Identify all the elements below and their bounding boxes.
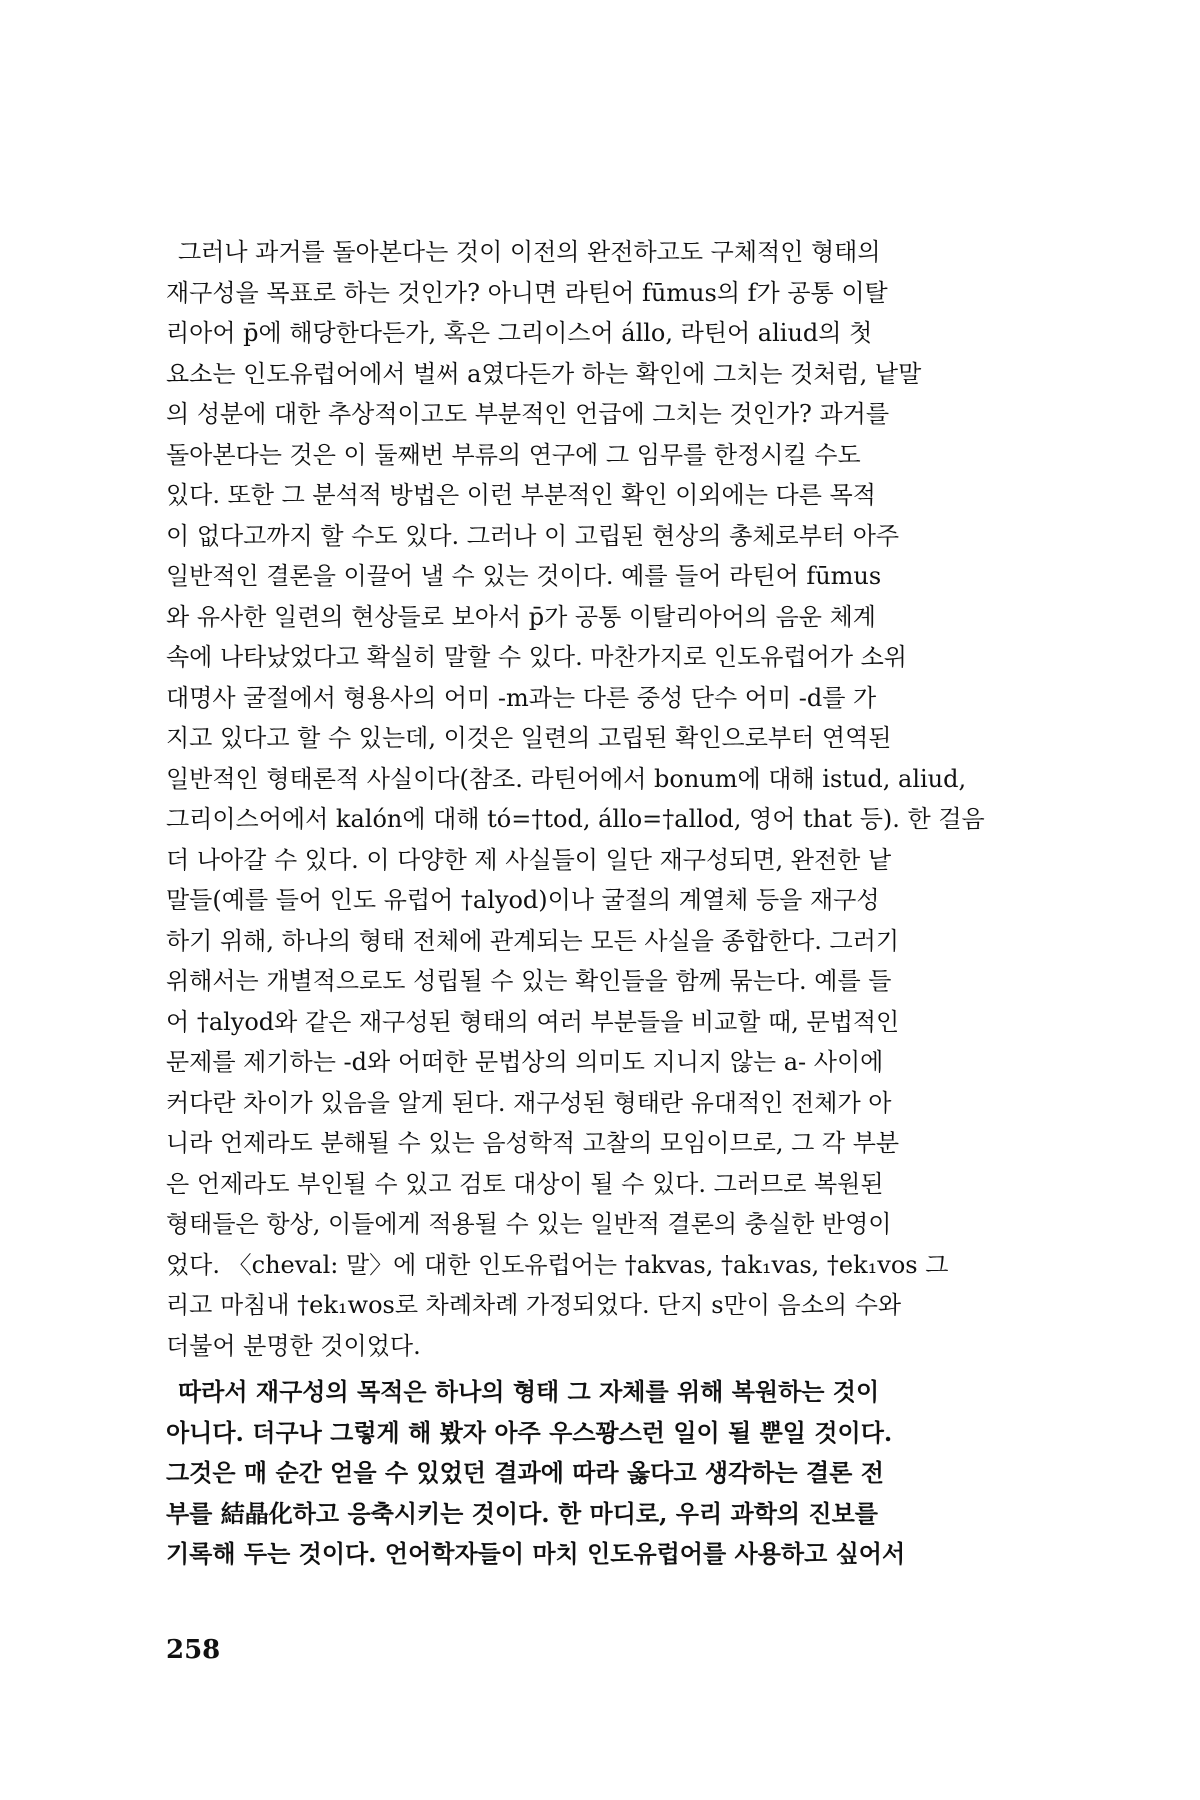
paragraph-1 bbox=[166, 232, 1046, 1366]
text-line: 와 유사한 일련의 현상들로 보아서 p̄가 공통 이탈리아어의 음운 체계 bbox=[166, 602, 876, 631]
text-line: 형태들은 항상, 이들에게 적용될 수 있는 일반적 결론의 충실한 반영이 bbox=[166, 1210, 892, 1238]
text-line: 아니다. 더구나 그렇게 해 봤자 아주 우스꽝스런 일이 될 뿐일 것이다. bbox=[166, 1417, 893, 1447]
text-line: 일반적인 형태론적 사실이다(참조. 라틴어에서 bonum에 대해 istud, aliud, bbox=[166, 764, 967, 793]
text-line: 말들(예를 들어 인도 유럽어 †alyod)이나 굴절의 계열체 등을 재구성 bbox=[166, 886, 880, 914]
page-number: 258 bbox=[166, 1635, 221, 1665]
text-line: 지고 있다고 할 수 있는데, 이것은 일련의 고립된 확인으로부터 연역된 bbox=[166, 724, 892, 752]
text-line: 있다. 또한 그 분석적 방법은 이런 부분적인 확인 이외에는 다른 목적 bbox=[166, 481, 876, 509]
text-line: 그것은 매 순간 얻을 수 있었던 결과에 따라 옳다고 생각하는 결론 전 bbox=[166, 1458, 884, 1487]
text-line: 은 언제라도 부인될 수 있고 검토 대상이 될 수 있다. 그러므로 복원된 bbox=[166, 1169, 884, 1198]
text-line: 재구성을 목표로 하는 것인가? 아니면 라틴어 fūmus의 f가 공통 이탈 bbox=[166, 278, 888, 307]
body-text bbox=[166, 232, 1046, 1575]
text-line: 일반적인 결론을 이끌어 낼 수 있는 것이다. 예를 들어 라틴어 fūmus bbox=[166, 562, 882, 590]
text-line: 하기 위해, 하나의 형태 전체에 관계되는 모든 사실을 종합한다. 그러기 bbox=[166, 926, 900, 955]
text-line: 었다. 〈cheval: 말〉에 대한 인도유럽어는 †akvas, †ak₁vas, †ek₁vos 그 bbox=[166, 1250, 949, 1279]
text-line: 문제를 제기하는 -d와 어떠한 문법상의 의미도 지니지 않는 a- 사이에 bbox=[166, 1048, 884, 1076]
text-line: 그리이스어에서 kalón에 대해 tó=†tod, állo=†allod, 영어 that 등). 한 걸음 bbox=[166, 805, 985, 833]
text-line: 위해서는 개별적으로도 성립될 수 있는 확인들을 함께 묶는다. 예를 들 bbox=[166, 967, 892, 995]
paragraph-2 bbox=[166, 1372, 1046, 1575]
text-line: 커다란 차이가 있음을 알게 된다. 재구성된 형태란 유대적인 전체가 아 bbox=[166, 1088, 892, 1117]
text-line: 더 나아갈 수 있다. 이 다양한 제 사실들이 일단 재구성되면, 완전한 낱 bbox=[166, 845, 892, 874]
text-line: 리고 마침내 †ek₁wos로 차례차례 가정되었다. 단지 s만이 음소의 수와 bbox=[166, 1291, 902, 1319]
text-line: 속에 나타났었다고 확실히 말할 수 있다. 마찬가지로 인도유럽어가 소위 bbox=[166, 643, 907, 671]
text-line: 더불어 분명한 것이었다. bbox=[166, 1331, 421, 1360]
text-line: 니라 언제라도 분해될 수 있는 음성학적 고찰의 모임이므로, 그 각 부분 bbox=[166, 1129, 900, 1157]
text-line: 돌아본다는 것은 이 둘째번 부류의 연구에 그 임무를 한정시킬 수도 bbox=[166, 440, 861, 469]
text-line: 요소는 인도유럽어에서 벌써 a였다든가 하는 확인에 그치는 것처럼, 낱말 bbox=[166, 359, 922, 388]
text-line: 대명사 굴절에서 형용사의 어미 -m과는 다른 중성 단수 어미 -d를 가 bbox=[166, 683, 877, 712]
text-line: 따라서 재구성의 목적은 하나의 형태 그 자체를 위해 복원하는 것이 bbox=[178, 1377, 880, 1406]
text-line: 부를 結晶化하고 응축시키는 것이다. 한 마디로, 우리 과학의 진보를 bbox=[166, 1498, 878, 1528]
text-line: 그러나 과거를 돌아본다는 것이 이전의 완전하고도 구체적인 형태의 bbox=[178, 238, 881, 266]
text-line: 기록해 두는 것이다. 언어학자들이 마치 인도유럽어를 사용하고 싶어서 bbox=[166, 1539, 906, 1568]
text-line: 어 †alyod와 같은 재구성된 형태의 여러 부분들을 비교할 때, 문법적인 bbox=[166, 1007, 900, 1036]
text-line: 이 없다고까지 할 수도 있다. 그러나 이 고립된 현상의 총체로부터 아주 bbox=[166, 521, 900, 550]
text-line: 의 성분에 대한 추상적이고도 부분적인 언급에 그치는 것인가? 과거를 bbox=[166, 400, 890, 428]
text-line: 리아어 p̄에 해당한다든가, 혹은 그리이스어 állo, 라틴어 aliud의 첫 bbox=[166, 319, 873, 347]
